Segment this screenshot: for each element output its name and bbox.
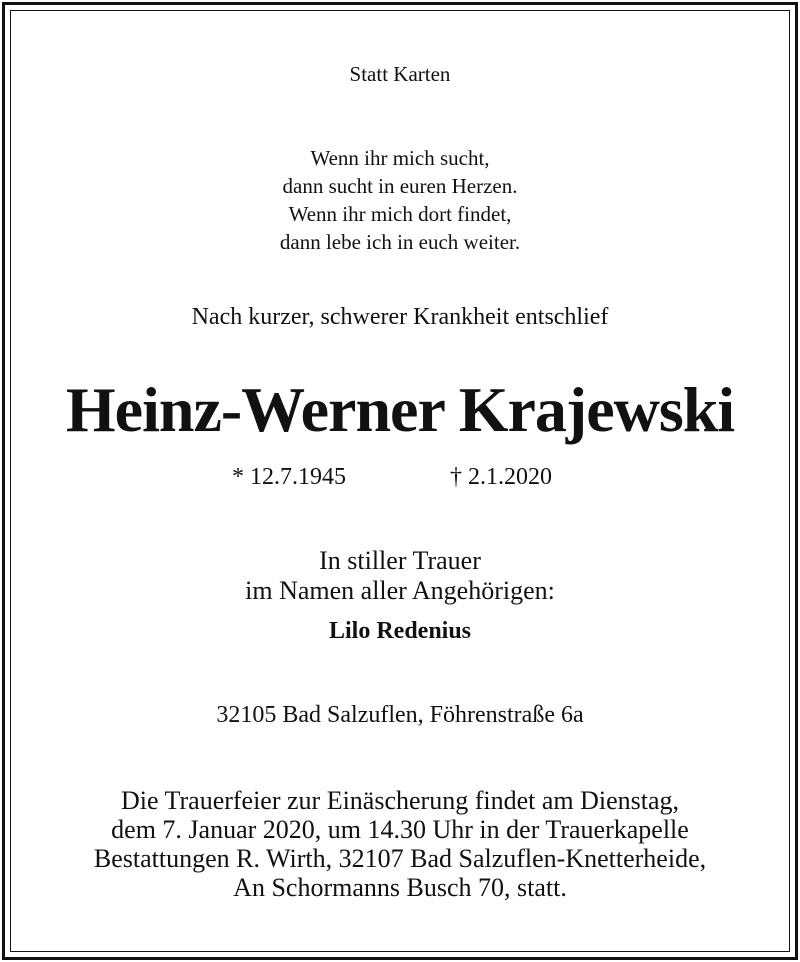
header-text: Statt Karten [349,62,451,86]
poem-line: Wenn ihr mich sucht, [310,146,490,170]
poem [0,144,800,256]
ceremony-line: Bestattungen R. Wirth, 32107 Bad Salzuflen-Knetterheide, [93,844,707,873]
address-text: 32105 Bad Salzuflen, Föhrenstraße 6a [216,702,584,728]
ceremony-line: dem 7. Januar 2020, um 14.30 Uhr in der Trauerkapelle [111,815,689,844]
birth-date: * 12.7.1945 [232,464,346,490]
mourning-line: im Namen aller Angehörigen: [245,576,555,605]
mourning-line: In stiller Trauer [319,546,481,575]
ceremony-line: Die Trauerfeier zur Einäscherung findet am Dienstag, [120,786,680,815]
death-date: † 2.1.2020 [450,464,552,490]
ceremony-text [0,786,800,902]
poem-line: dann sucht in euren Herzen. [282,174,518,198]
mourning-text [0,546,800,606]
ceremony-line: An Schormanns Busch 70, statt. [233,873,567,902]
mourner-name: Lilo Redenius [328,618,472,644]
intro-text: Nach kurzer, schwerer Krankheit entschlief [191,304,609,330]
deceased-name: Heinz-Werner Krajewski [65,374,735,445]
life-dates [0,464,800,494]
poem-line: dann lebe ich in euch weiter. [279,230,521,254]
poem-line: Wenn ihr mich dort findet, [288,202,512,226]
